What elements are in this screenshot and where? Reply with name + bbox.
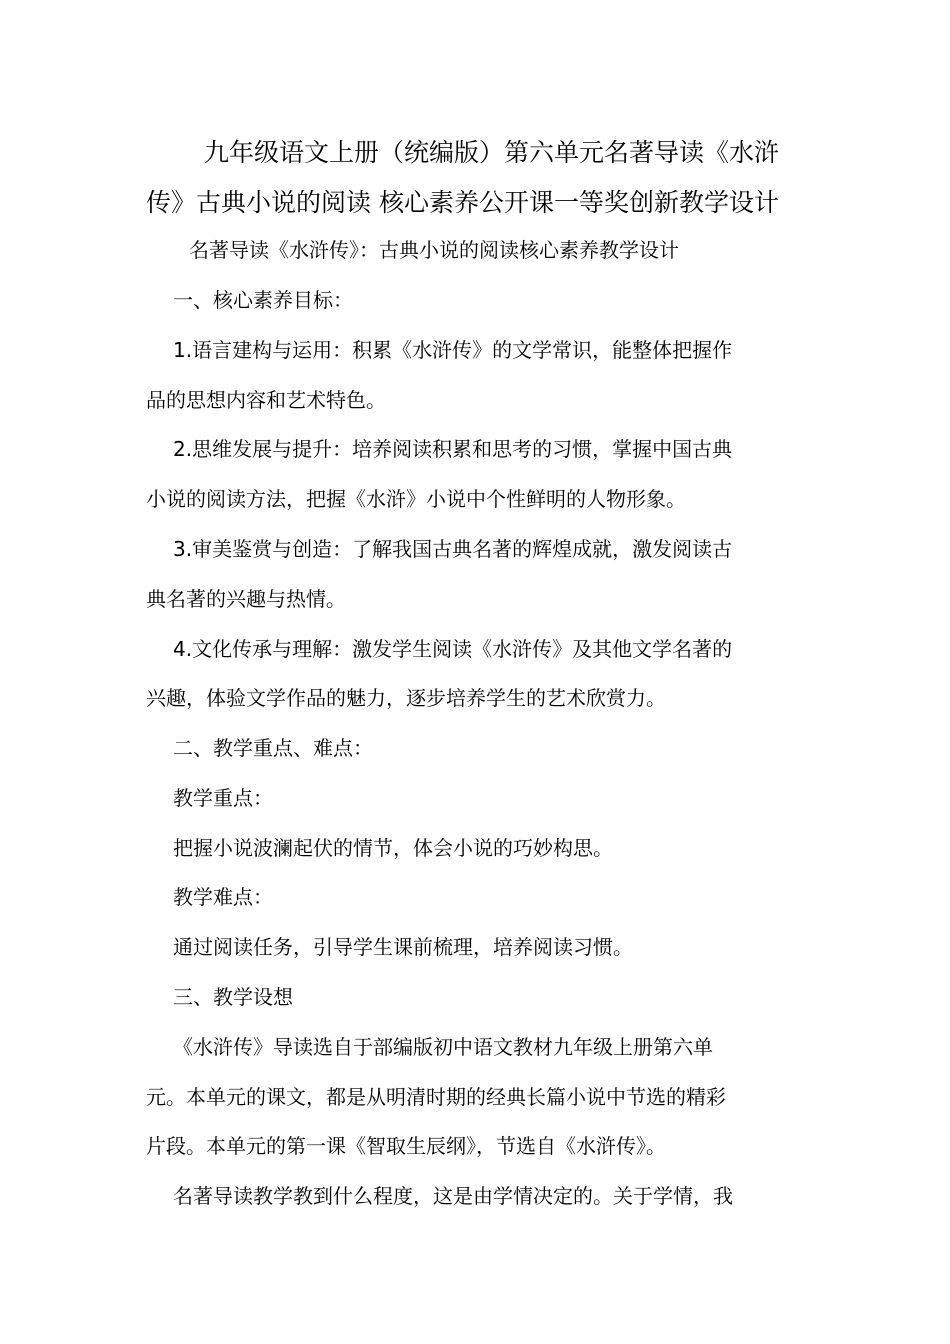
- title-line-1: 九年级语文上册（统编版）第六单元名著导读《水浒: [204, 138, 780, 167]
- key-point-label: 教学重点：: [173, 786, 273, 810]
- document-subtitle: 名著导读《水浒传》：古典小说的阅读核心素养教学设计: [189, 238, 679, 262]
- goal-4-line-2: 兴趣，体验文学作品的魅力，逐步培养学生的艺术欣赏力。: [146, 686, 666, 710]
- paragraph-2-line-1: 名著导读教学教到什么程度，这是由学情决定的。关于学情，我: [173, 1184, 733, 1208]
- section-heading-key-points: 二、教学重点、难点：: [173, 736, 373, 760]
- goal-2-line-1: 2.思维发展与提升：培养阅读积累和思考的习惯，掌握中国古典: [173, 437, 733, 461]
- goal-4-line-1: 4.文化传承与理解：激发学生阅读《水浒传》及其他文学名著的: [173, 637, 733, 661]
- difficulty-label: 教学难点：: [173, 885, 273, 909]
- difficulty-text: 通过阅读任务，引导学生课前梳理，培养阅读习惯。: [173, 935, 633, 959]
- paragraph-1-line-3: 片段。本单元的第一课《智取生辰纲》，节选自《水浒传》。: [146, 1134, 666, 1158]
- key-point-text: 把握小说波澜起伏的情节，体会小说的巧妙构思。: [173, 836, 613, 860]
- goal-2-line-2: 小说的阅读方法，把握《水浒》小说中个性鲜明的人物形象。: [146, 487, 686, 511]
- paragraph-1-line-2: 元。本单元的课文，都是从明清时期的经典长篇小说中节选的精彩: [146, 1085, 726, 1109]
- goal-3-line-1: 3.审美鉴赏与创造：了解我国古典名著的辉煌成就，激发阅读古: [173, 537, 733, 561]
- section-heading-goals: 一、核心素养目标：: [173, 288, 353, 312]
- title-line-2: 传》古典小说的阅读 核心素养公开课一等奖创新教学设计: [146, 188, 779, 217]
- goal-1-line-1: 1.语言建构与运用：积累《水浒传》的文学常识，能整体把握作: [173, 338, 733, 362]
- goal-3-line-2: 典名著的兴趣与热情。: [146, 587, 346, 611]
- goal-1-line-2: 品的思想内容和艺术特色。: [146, 388, 386, 412]
- section-heading-design: 三、教学设想: [173, 985, 293, 1009]
- document-title: [146, 128, 806, 228]
- paragraph-1-line-1: 《水浒传》导读选自于部编版初中语文教材九年级上册第六单: [173, 1035, 713, 1059]
